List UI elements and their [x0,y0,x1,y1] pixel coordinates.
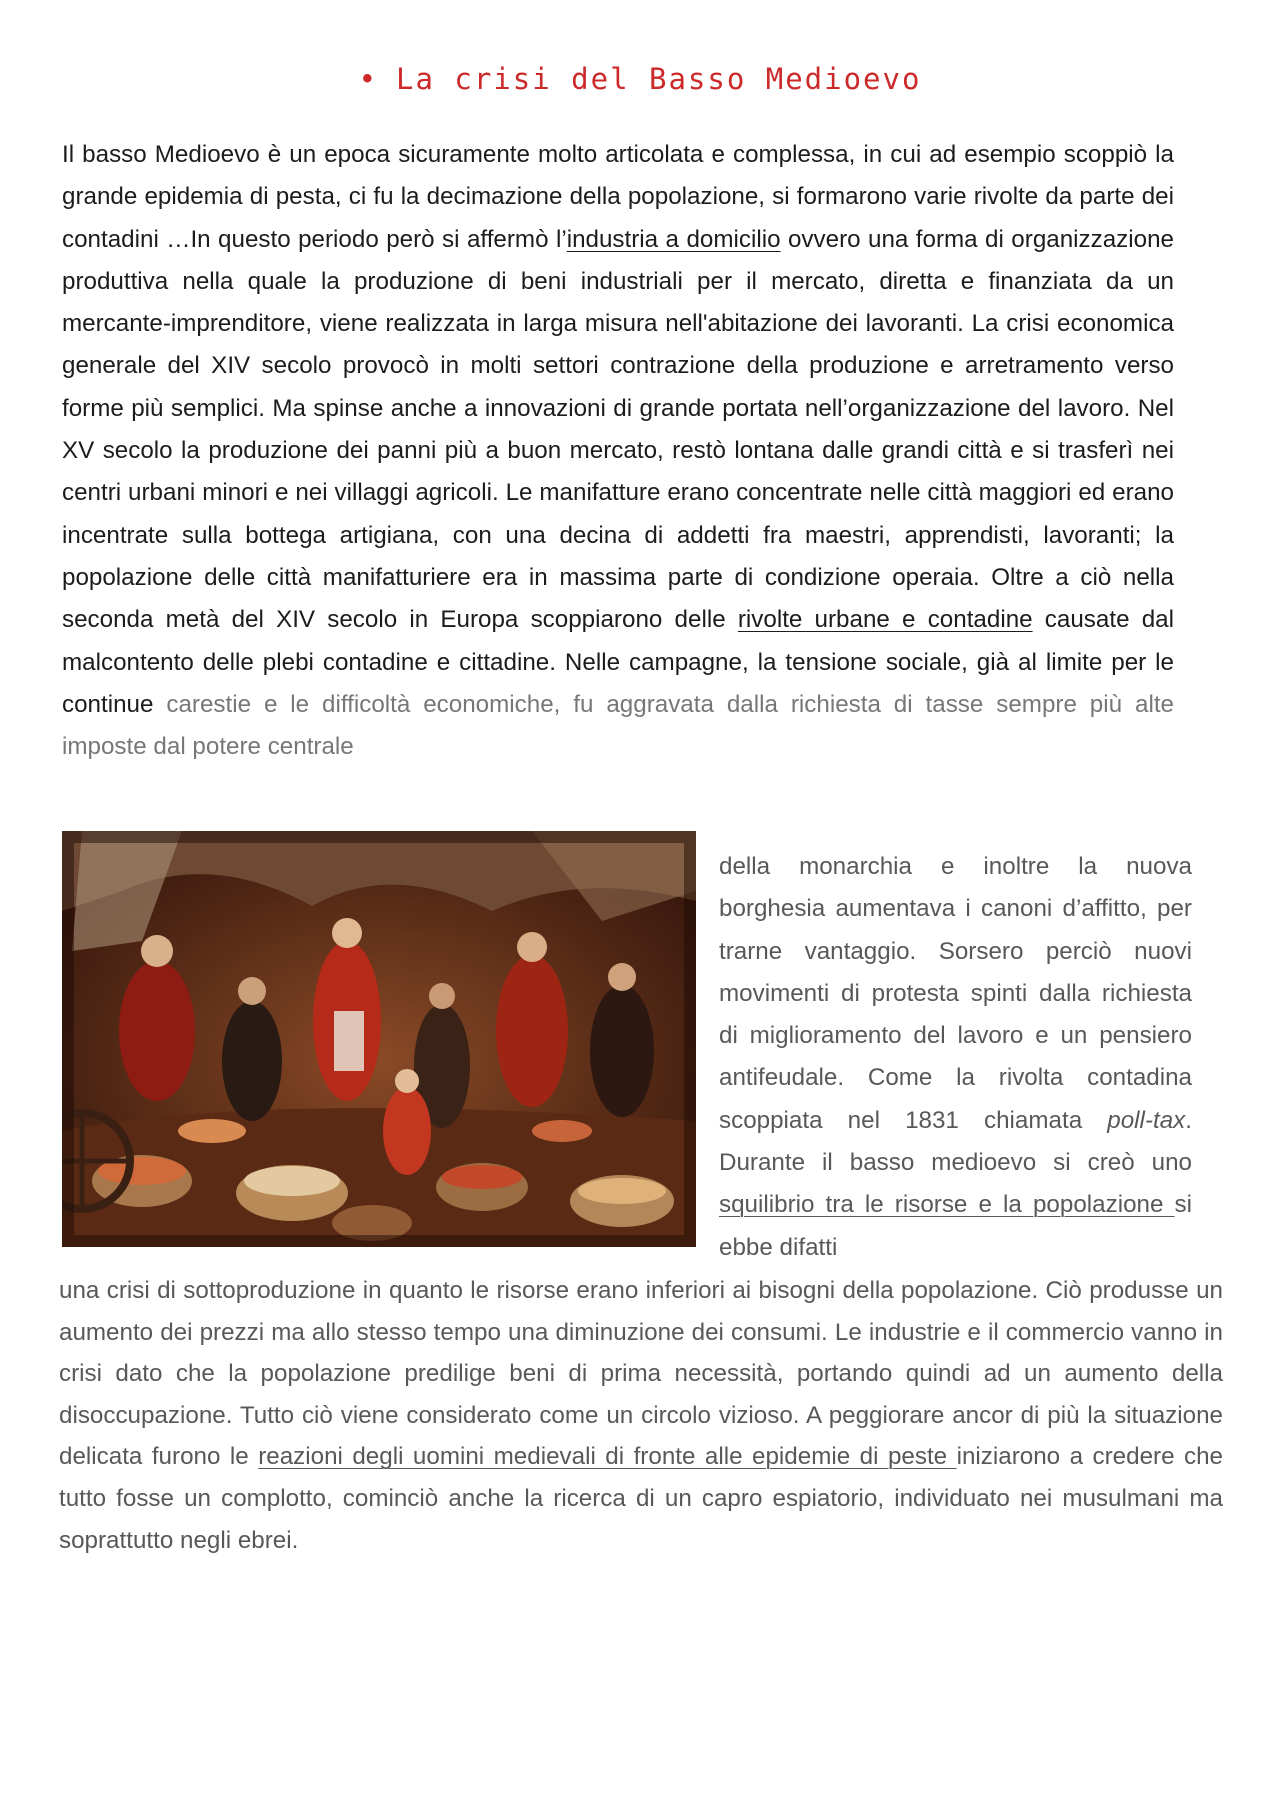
para2-text-1: della monarchia e inoltre la nuova borghesia aumentava i canoni d’affitto, per trarne vantaggio. Sorsero perciò nuovi movimenti di protesta spinti dalla richiesta di miglioramento del lavoro e un pensiero antifeudale. Come la rivolta contadina scoppiata nel 1831 chiamata [719,853,1192,1134]
link-rivolte-urbane[interactable]: rivolte urbane e contadine [737,606,1033,634]
title-bullet: • [358,62,379,96]
para3-text-1: una crisi di sottoproduzione in quanto le risorse erano inferiori ai bisogni della popolazione. Ciò produsse un aumento dei prezzi ma allo stesso tempo una diminuzione dei consumi. Le industrie e il commercio vanno in crisi dato che la popolazione predilige beni di prima necessità, portando quindi ad un aumento della disoccupazione. Tutto ciò viene considerato come un circolo vizioso. A peggiorare ancor di più la situazione delicata furono le [59,1277,1223,1471]
para1-text-4: carestie e le difficoltà economiche, fu aggravata dalla richiesta di tasse sempre più alte imposte dal potere centrale [62,690,1174,761]
link-reazioni-epidemie[interactable]: reazioni degli uomini medievali di fronte alle epidemie di peste [258,1443,957,1471]
market-scene-painting [62,831,696,1247]
link-squilibrio-risorse[interactable]: squilibrio tra le risorse e la popolazione [719,1191,1175,1219]
paragraph-side [719,846,1192,1269]
title-text: La crisi del Basso Medioevo [396,62,922,96]
paragraph-conclusion [59,1270,1223,1561]
para1-text-3: causate dal malcontento delle plebi contadine e cittadine. Nelle campagne, la tensione sociale, già al limite per le continue [62,606,1174,718]
page-title [0,62,1280,96]
para1-text-2: ovvero una forma di organizzazione produttiva nella quale la produzione di beni industriali per il mercato, diretta e finanziata da un mercante-imprenditore, viene realizzata in larga misura nell'abitazione dei lavoranti. La crisi economica generale del XIV secolo provocò in molti settori contrazione della produzione e arretramento verso forme più semplici. Ma spinse anche a innovazioni di grande portata nell’organizzazione del lavoro. Nel XV secolo la produzione dei panni più a buon mercato, restò lontana dalle grandi città e si trasferì nei centri urbani minori e nei villaggi agricoli. Le manifatture erano concentrate nelle città maggiori ed erano incentrate sulla bottega artigiana, con una decina di addetti fra maestri, apprendisti, lavoranti; la popolazione delle città manifatturiere era in massima parte di condizione operaia. Oltre a ciò nella seconda metà del XIV secolo in Europa scoppiarono delle [62,225,1175,634]
poll-tax-term: poll-tax [1107,1106,1186,1134]
paragraph-intro [62,134,1174,768]
para2-text-2: . Durante il basso medioevo si creò uno [719,1106,1192,1177]
para2-text-3: si ebbe difatti [719,1191,1192,1261]
para3-text-2: iniziarono a credere che tutto fosse un complotto, cominciò anche la ricerca di un capro espiatorio, individuato nei musulmani ma soprattutto negli ebrei. [59,1443,1223,1554]
para1-text-1: Il basso Medioevo è un epoca sicuramente molto articolata e complessa, in cui ad esempio scoppiò la grande epidemia di pesta, ci fu la decimazione della popolazione, si formarono varie rivolte da parte dei contadini …In questo periodo però si affermò l’ [62,141,1174,253]
link-industria-a-domicilio[interactable]: industria a domicilio [566,225,781,253]
